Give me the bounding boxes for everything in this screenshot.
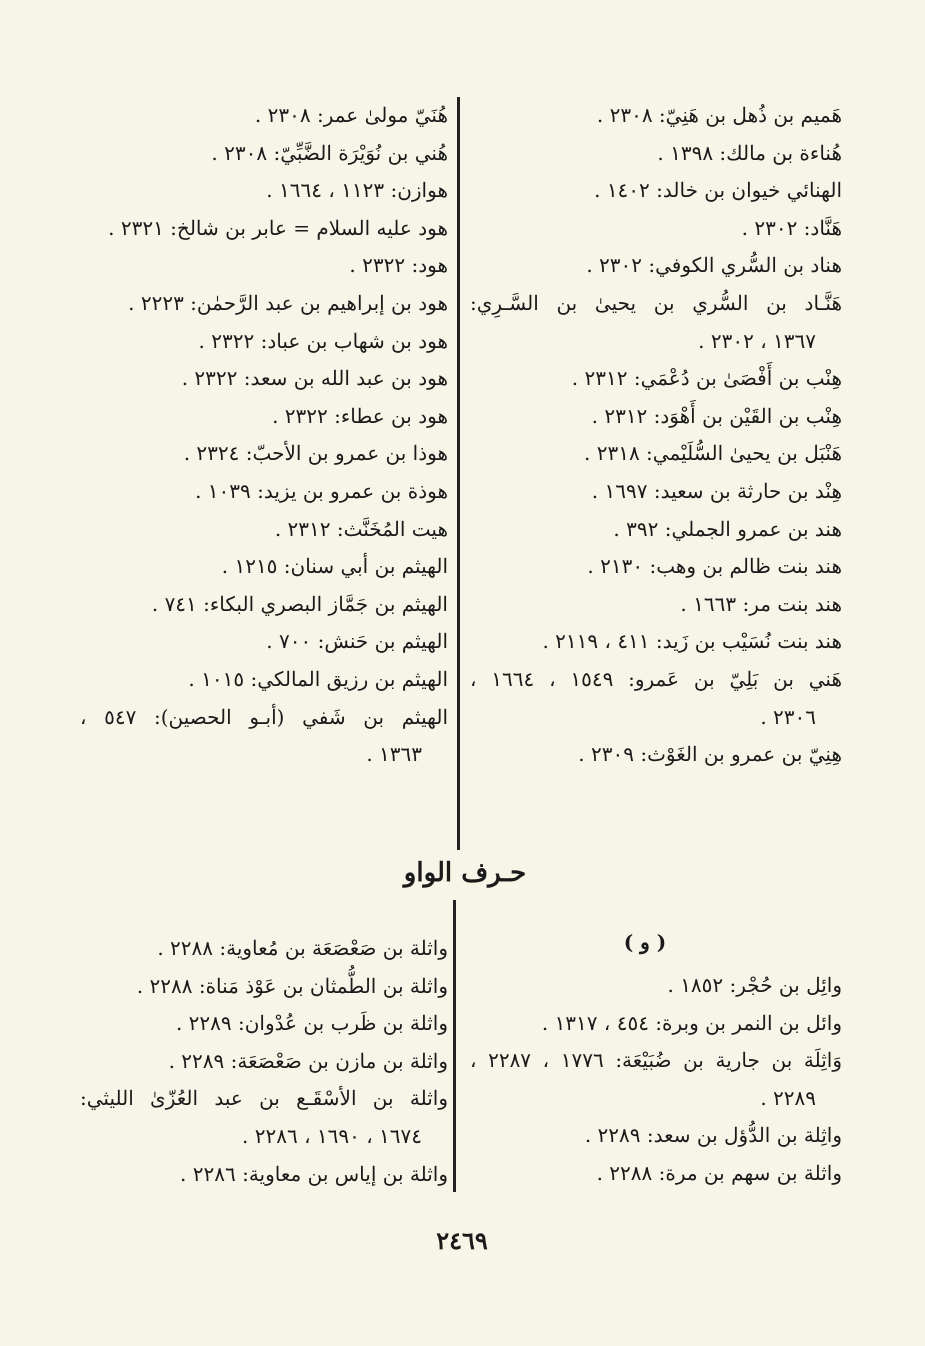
index-entry: هَنْبَل بن يحيىٰ السُّلَيْمي: ٢٣١٨ . (584, 441, 842, 466)
index-entry: هند بن عمرو الجملي: ٣٩٢ . (613, 516, 842, 541)
index-entry: هَني بن بَلِيّ بن عَمرو: ١٥٤٩ ، ١٦٦٤ ، (470, 666, 843, 691)
index-entry: هود بن إبراهيم بن عبد الرَّحمٰن: ٢٢٢٣ . (128, 290, 448, 315)
index-entry: هَميم بن ذُهل بن هَنِيّ: ٢٣٠٨ . (596, 103, 842, 127)
index-entry: واثلة بن صَعْصَعَة بن مُعاوية: ٢٢٨٨ . (157, 936, 448, 960)
index-column-left-top (80, 97, 448, 774)
index-entry: هود بن عطاء: ٢٣٢٢ . (272, 403, 448, 428)
index-entry: هوذا بن عمرو بن الأحبّ: ٢٣٢٤ . (183, 441, 448, 466)
index-entry: واثلة بن ظَرب بن عُدْوان: ٢٢٨٩ . (175, 1011, 448, 1036)
index-entry: هيت المُخَنَّث: ٢٣١٢ . (274, 516, 448, 541)
section-heading: حـرف الواو (403, 858, 527, 888)
index-entry: هود بن عبد الله بن سعد: ٢٣٢٢ . (181, 366, 448, 391)
index-entry: هند بنت نُسَيْب بن زَيد: ٤١١ ، ٢١١٩ . (542, 629, 842, 654)
index-entry: واثلة بن الأسْقَـع بن عبد العُزّىٰ الليثي: (80, 1086, 448, 1111)
index-entry: واثلة بن مازن بن صَعْصَعَة: ٢٢٨٩ . (168, 1048, 448, 1073)
index-entry: واثلة بن سهم بن مرة: ٢٢٨٨ . (596, 1160, 842, 1185)
sub-heading: ( و ) (623, 930, 667, 954)
index-entry: هند بنت ظالم بن وهب: ٢١٣٠ . (587, 554, 842, 579)
index-entry: هَنَّـاد بن السُّري بن يحيىٰ بن السَّـرِي: (470, 290, 842, 315)
index-entry: هُنَيّ مولىٰ عمر: ٢٣٠٨ . (254, 103, 448, 127)
index-entry-continuation: ٢٢٨٩ . (760, 1085, 816, 1110)
index-entry-continuation: ١٣٦٣ . (366, 742, 422, 767)
index-entry: هوذة بن عمرو بن يزيد: ١٠٣٩ . (195, 478, 448, 503)
column-divider (453, 900, 456, 1192)
index-entry: وائل بن النمر بن وبرة: ٤٥٤ ، ١٣١٧ . (541, 1010, 842, 1035)
index-entry: هند بنت مر: ١٦٦٣ . (680, 591, 842, 616)
index-entry: هُناءة بن مالك: ١٣٩٨ . (657, 140, 842, 165)
index-entry: الهيثم بن رزيق المالكي: ١٠١٥ . (188, 666, 448, 691)
index-entry: هُني بن نُوَيْرَة الضَّبِّيّ: ٢٣٠٨ . (211, 140, 448, 165)
index-entry: هود بن شهاب بن عباد: ٢٣٢٢ . (198, 328, 448, 353)
index-entry: هود عليه السلام = عابر بن شالخ: ٢٣٢١ . (108, 215, 448, 240)
index-entry-continuation: ١٦٧٤ ، ١٦٩٠ ، ٢٢٨٦ . (242, 1123, 422, 1148)
index-entry: هوازن: ١١٢٣ ، ١٦٦٤ . (266, 178, 448, 203)
index-entry-continuation: ١٣٦٧ ، ٢٣٠٢ . (698, 328, 816, 353)
page-number: ٢٤٦٩ (436, 1226, 488, 1255)
index-entry-continuation: ٢٣٠٦ . (760, 704, 816, 729)
index-entry: هِنْب بن أَفْصَىٰ بن دُعْمَي: ٢٣١٢ . (571, 366, 842, 391)
index-entry: واثِلة بن الدُّؤل بن سعد: ٢٢٨٩ . (584, 1123, 842, 1148)
index-entry: واثلة بن الطُّمثان بن عَوْذ مَناة: ٢٢٨٨ . (136, 973, 448, 998)
index-entry: هناد بن السُّري الكوفي: ٢٣٠٢ . (586, 253, 842, 278)
index-entry: الهيثم بن أبي سنان: ١٢١٥ . (221, 554, 448, 579)
index-entry: الهيثم بن شَفي (أبـو الحصين): ٥٤٧ ، (80, 704, 448, 729)
index-column-right-bottom (470, 967, 842, 1193)
index-entry: الهيثم بن حَنش: ٧٠٠ . (266, 629, 448, 654)
index-entry: وَاثِلَة بن جارية بن ضُبَيْعَة: ١٧٧٦ ، ٢٢٨٧ ، (470, 1048, 843, 1073)
index-entry: الهيثم بن جَمَّاز البصري البكاء: ٧٤١ . (151, 591, 448, 616)
index-entry: الهنائي خيوان بن خالد: ١٤٠٢ . (594, 178, 842, 203)
index-column-right-top (470, 97, 842, 774)
index-entry: هِنْب بن القَيْن بن أَهْوَد: ٢٣١٢ . (591, 403, 842, 428)
index-entry: هَنَّاد: ٢٣٠٢ . (741, 215, 842, 240)
index-entry: وائِل بن حُجْر: ١٨٥٢ . (667, 973, 842, 997)
index-entry: هِنِيّ بن عمرو بن الغَوْث: ٢٣٠٩ . (578, 742, 842, 767)
index-entry: هِنْد بن حارثة بن سعيد: ١٦٩٧ . (591, 478, 842, 503)
index-entry: واثلة بن إياس بن معاوية: ٢٢٨٦ . (180, 1161, 448, 1186)
index-column-left-bottom (80, 930, 448, 1193)
column-divider (457, 97, 460, 850)
index-entry: هود: ٢٣٢٢ . (349, 253, 448, 278)
